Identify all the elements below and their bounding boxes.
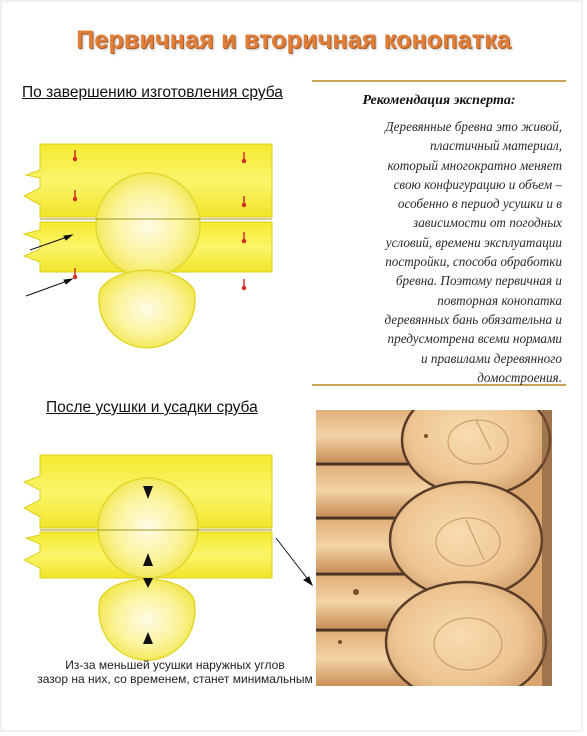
note-line: зазор на них, со временем, станет минимальным (37, 672, 313, 686)
note-line: Из-за меньшей усушки наружных углов (65, 658, 285, 672)
bottom-lower-log-end (99, 579, 195, 660)
expert-line: Деревянные бревна это живой, (385, 119, 562, 134)
expert-line: и правилами деревянного (420, 350, 562, 366)
top-lower-log-end (99, 270, 195, 348)
top-upper-log-end (96, 173, 200, 277)
log-corner-photo (316, 410, 552, 686)
expert-line: зависимости от погодных (413, 215, 562, 231)
expert-line: постройки, способа обработки (385, 254, 562, 270)
bottom-diagram-caption: После усушки и усадки сруба (46, 399, 258, 416)
top-diagram-caption: По завершению изготовления сруба (22, 84, 283, 101)
log-corner-illustration (316, 410, 552, 686)
bottom-diagram-note (30, 658, 320, 686)
expert-line: бревна. Поэтому первичная и (395, 273, 562, 289)
expert-line: деревянных бань обязательна и (384, 311, 562, 327)
log-ends (386, 410, 550, 686)
expert-line: особенно в период усушки и в (397, 196, 562, 212)
expert-line: домостроения. (477, 369, 562, 385)
expert-heading: Рекомендация эксперта: (362, 93, 516, 108)
bottom-diagram (24, 455, 312, 660)
expert-line: предусмотрена всеми нормами (387, 331, 562, 347)
expert-line: повторная конопатка (437, 292, 562, 308)
expert-line: условий, времени эксплуатации (385, 234, 562, 250)
page-title: Первичная и вторичная конопатка (76, 26, 511, 54)
expert-line: который многократно меняет (387, 157, 562, 173)
bottom-pointer-arrow (276, 538, 312, 585)
expert-line: свою конфигурацию и объем – (393, 176, 562, 192)
expert-line: пластичный материал, (430, 138, 562, 154)
top-diagram (24, 144, 272, 348)
